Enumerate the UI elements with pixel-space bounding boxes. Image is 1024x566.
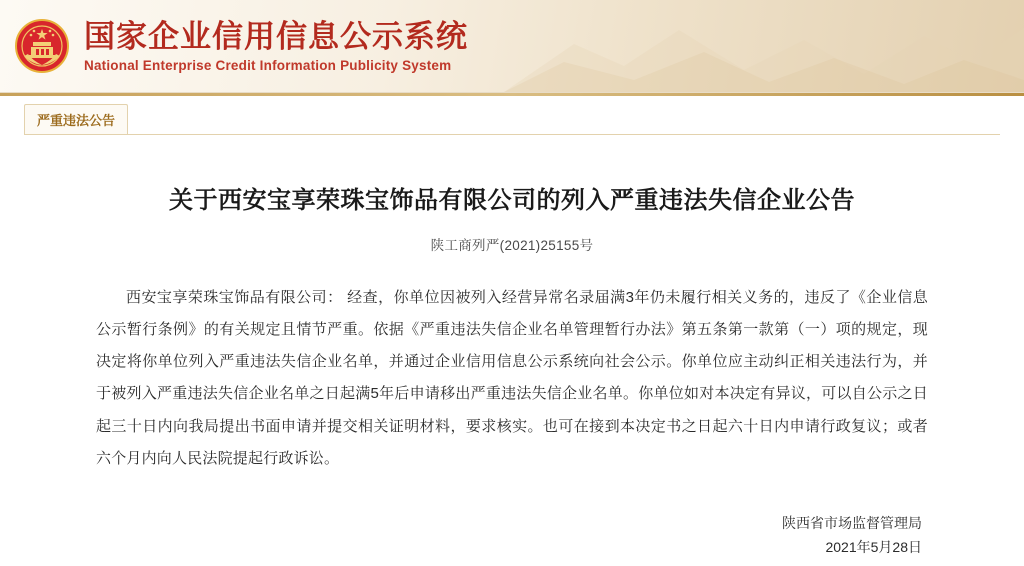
site-title-en: National Enterprise Credit Information Publicity System bbox=[84, 58, 452, 74]
document-body: 西安宝享荣珠宝饰品有限公司： 经查，你单位因被列入经营异常名录届满3年仍未履行相关义务的，违反了《企业信息公示暂行条例》的有关规定且情节严重。依据《严重违法失信企业名单管理暂行办法》第五条第一款第（一）项的规定，现决定将你单位列入严重违法失信企业名单，并通过企业信用信息公示系统向社会公示。你单位应主动纠正相关违法行为，并于被列入严重违法失信企业名单之日起满5年后申请移出严重违法失信企业名单。你单位如对本决定有异议，可以自公示之日起三十日内向我局提出书面申请并提交相关证明材料，要求核实。也可在接到本决定书之日起六十日内申请行政复议；或者六个月内向人民法院提起行政诉讼。 bbox=[96, 288, 928, 467]
issue-date: 2021年5月28日 bbox=[825, 539, 922, 556]
header-title-block bbox=[84, 19, 468, 74]
site-header bbox=[0, 0, 1024, 93]
tab-bar bbox=[0, 96, 1024, 140]
site-title-cn: 国家企业信用信息公示系统 bbox=[84, 18, 468, 55]
tab-serious-violation-announcement[interactable]: 严重违法公告 bbox=[24, 104, 128, 135]
page-title: 关于西安宝享荣珠宝饰品有限公司的列入严重违法失信企业公告 bbox=[169, 186, 855, 214]
tab-underline bbox=[24, 134, 1000, 135]
national-emblem-icon bbox=[14, 18, 70, 74]
announcement-document bbox=[0, 140, 1024, 557]
document-number: 陕工商列严(2021)25155号 bbox=[430, 237, 594, 253]
header-inner bbox=[0, 0, 1024, 92]
issuing-authority: 陕西省市场监督管理局 bbox=[782, 515, 922, 532]
